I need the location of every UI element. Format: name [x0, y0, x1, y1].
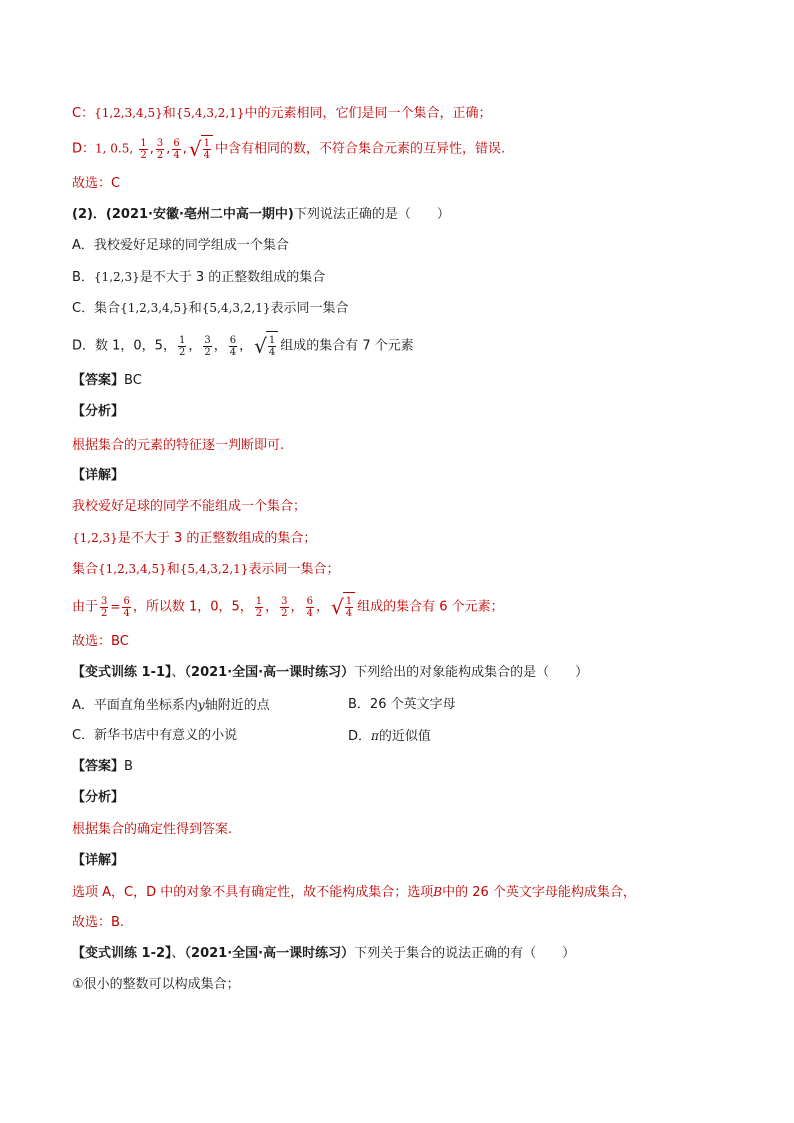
detail-tag: 【详解】	[72, 853, 125, 868]
detail-line	[72, 883, 636, 902]
text: 的近似值	[378, 729, 431, 744]
option-c: C．新华书店中有意义的小说	[72, 728, 238, 743]
text: 是不大于 3 的正整数组成的集合	[139, 270, 326, 285]
separator: 、	[171, 665, 185, 680]
text: 中的 26 个英文字母能构成集合，	[442, 885, 636, 900]
answer-value: BC	[124, 373, 142, 388]
label-c: C．集合	[72, 301, 121, 316]
text: 轴附近的点	[204, 698, 270, 713]
analysis-text: 根据集合的确定性得到答案.	[72, 822, 233, 837]
question-source: (2)．(2021·安徽·亳州二中高一期中)	[72, 207, 294, 222]
text: A．平面直角坐标系内	[72, 698, 198, 713]
question-source: （2021·全国·高一课时练习）	[184, 665, 355, 680]
fraction-6-4: $\frac{6}{4}$	[306, 595, 313, 619]
text: 中的元素相同，它们是同一个集合，正确；	[244, 106, 492, 121]
fraction-6-4: $\frac{6}{4}$	[123, 595, 130, 619]
variant-1-1-header	[72, 664, 588, 682]
fraction-6-4: $\frac{6}{4}$	[229, 334, 237, 358]
question-stem: 下列给出的对象能构成集合的是（ ）	[354, 665, 589, 680]
text: 中含有相同的数，不符合集合元素的互异性，错误.	[215, 141, 506, 157]
label-d: D：	[72, 141, 96, 157]
text: 组成的集合有 6 个元素；	[357, 599, 504, 615]
prev-option-c	[72, 104, 492, 123]
detail-line-1: 我校爱好足球的同学不能组成一个集合；	[72, 499, 307, 514]
sqrt-one-quarter: √ $\frac{1}{4}$	[331, 592, 355, 622]
fraction-3-2: $\frac{3}{2}$	[281, 595, 288, 619]
variant-tag: 【变式训练 1-1】	[72, 665, 172, 680]
fraction-3-2: $\frac{3}{2}$	[156, 137, 164, 161]
detail-line-3	[72, 560, 339, 579]
sqrt-one-quarter: √ $\frac{1}{4}$	[189, 135, 213, 163]
text: 和	[188, 301, 202, 316]
set-expression: {1,2,3,4,5}	[98, 562, 167, 576]
sqrt-one-quarter: √ $\frac{1}{4}$	[254, 331, 278, 361]
text: ，所以数 1，0，5，	[132, 599, 253, 615]
text: 由于	[72, 599, 99, 615]
math-variable: y	[197, 698, 205, 712]
fraction-1-2: $\frac{1}{2}$	[178, 334, 186, 358]
analysis-tag: 【分析】	[72, 404, 125, 419]
set-expression: {1,2,3}	[93, 270, 140, 284]
option-d	[348, 727, 431, 746]
answer-line	[72, 372, 142, 390]
question-source: （2021·全国·高一课时练习）	[184, 946, 355, 961]
text: 是不大于 3 的正整数组成的集合；	[117, 531, 317, 546]
variant-1-1-options-row-1	[72, 696, 270, 715]
detail-line-4: 由于 $\frac{3}{2}$ = $\frac{6}{4}$ ，所以数 1，0，5， $\frac{1}{2}$ ， $\frac{3}{2}$ ， $\frac{6}{4}$ ， √ $\frac{1}{4}$ 组成的集合有 6 个元素；	[72, 592, 504, 622]
option-b	[72, 268, 325, 287]
prev-answer: 故选：C	[72, 176, 121, 191]
fraction-1-2: $\frac{1}{2}$	[255, 595, 263, 619]
fraction-3-2: $\frac{3}{2}$	[204, 334, 211, 358]
set-expression: {1,2,3,4,5}	[120, 301, 189, 315]
text: 表示同一集合	[270, 301, 349, 316]
option-b: B．26 个英文字母	[348, 697, 456, 712]
answer-line	[72, 758, 133, 776]
text: 集合	[72, 562, 99, 577]
option-d: D．数 1，0，5， $\frac{1}{2}$ ， $\frac{3}{2}$ ， $\frac{6}{4}$ ， √ $\frac{1}{4}$ 组成的集合有 7 个元素	[72, 331, 414, 361]
fraction-3-2: $\frac{3}{2}$	[101, 595, 108, 619]
answer-tag: 【答案】	[72, 759, 125, 774]
list-item: ①很小的整数可以构成集合；	[72, 977, 240, 992]
fraction-1-2: $\frac{1}{2}$	[140, 137, 147, 161]
text: 和	[162, 106, 176, 121]
math-variable: π	[371, 729, 379, 743]
analysis-text: 根据集合的元素的特征逐一判断即可.	[72, 438, 285, 453]
label-d: D．数 1，0，5，	[72, 338, 176, 354]
set-expression: {5,4,3,2,1}	[175, 106, 245, 120]
question-stem: 下列关于集合的说法正确的有（ ）	[354, 946, 576, 961]
question-stem: 下列说法正确的是（ ）	[293, 207, 450, 222]
prev-option-d: D：1, 0.5, $\frac{1}{2}$ , $\frac{3}{2}$ , $\frac{6}{4}$ , √ $\frac{1}{4}$ 中含有相同的数，不符合集合元素的互异性，错误.	[72, 137, 506, 161]
text: 选项 A，C，D 中的对象不具有确定性，故不能构成集合；选项	[72, 885, 434, 900]
separator: 、	[171, 946, 185, 961]
text: 和	[166, 562, 180, 577]
label-d: D．	[348, 729, 372, 744]
math-variable: B	[433, 885, 443, 899]
text: 组成的集合有 7 个元素	[280, 338, 414, 354]
answer-tag: 【答案】	[72, 373, 125, 388]
detail-final: 故选：B.	[72, 915, 125, 930]
answer-value: B	[124, 759, 133, 774]
option-a	[72, 698, 270, 713]
label-b: B．	[72, 270, 94, 285]
text: 表示同一集合；	[248, 562, 340, 577]
set-expression: {5,4,3,2,1}	[179, 562, 249, 576]
set-expression: {5,4,3,2,1}	[201, 301, 271, 315]
number-list: 1, 0.5,	[95, 141, 134, 156]
detail-tag: 【详解】	[72, 468, 125, 483]
detail-final: 故选：BC	[72, 634, 129, 649]
option-a: A．我校爱好足球的同学组成一个集合	[72, 238, 289, 253]
question-2-header	[72, 206, 450, 224]
detail-line-2	[72, 529, 316, 548]
set-expression: {1,2,3}	[72, 531, 118, 545]
set-expression: {1,2,3,4,5}	[94, 106, 163, 120]
option-c	[72, 299, 349, 318]
analysis-tag: 【分析】	[72, 790, 125, 805]
fraction-6-4: $\frac{6}{4}$	[173, 137, 180, 161]
variant-tag: 【变式训练 1-2】	[72, 946, 172, 961]
variant-1-2-header	[72, 945, 575, 963]
label-c: C：	[72, 106, 95, 121]
